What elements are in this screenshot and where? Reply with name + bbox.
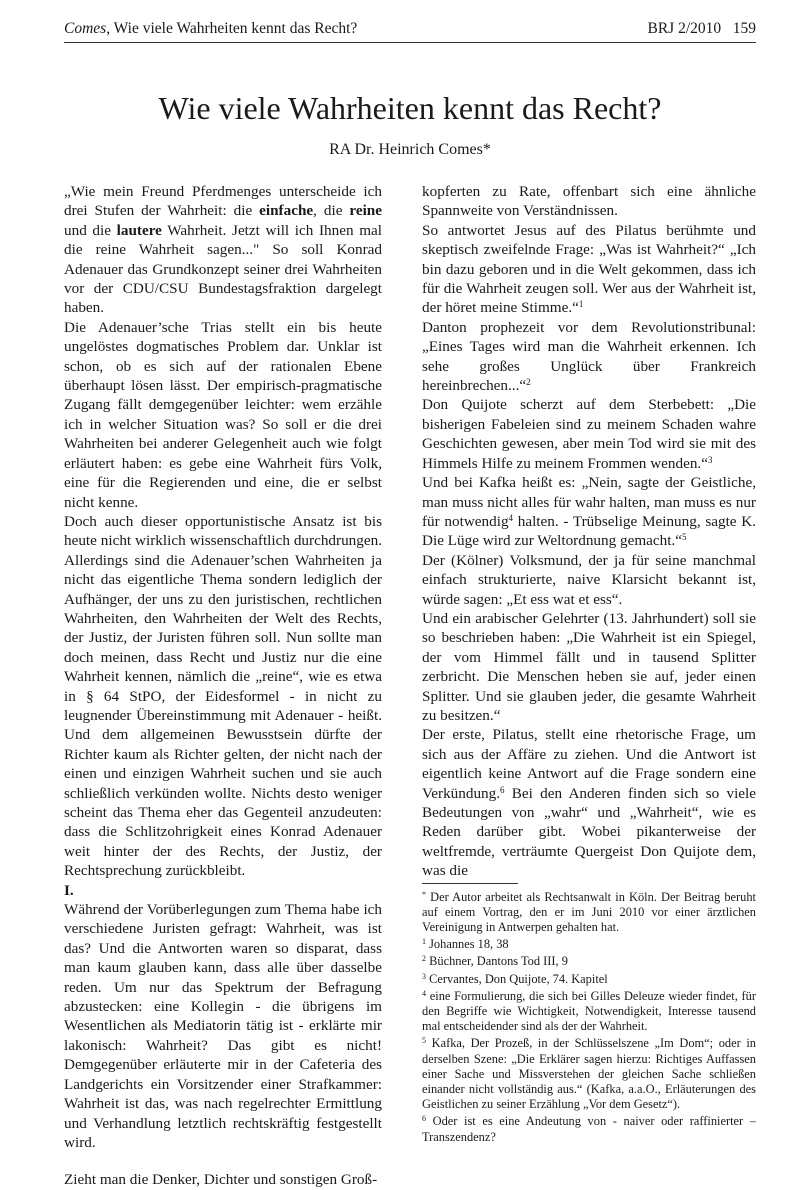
bold-term: lautere — [116, 221, 162, 239]
article-title: Wie viele Wahrheiten kennt das Recht? — [158, 90, 662, 126]
bold-term: reine — [349, 202, 382, 220]
footnote-mark: 2 — [422, 954, 426, 964]
footnote-text: Cervantes, Don Quijote, 74. Kapitel — [429, 971, 608, 986]
text-run: Wahrheit. Jetzt will ich Ihnen mal die reine Wahrheit sagen..." So soll Konrad Adenauer das Grundkonzept seiner drei Wahrheiten vor der CDU/CSU Bundestagsfraktion dargelegt haben. — [64, 221, 382, 317]
paragraph — [422, 395, 756, 473]
bold-term: einfache — [259, 202, 314, 220]
footnote-text: Büchner, Dantons Tod III, 9 — [429, 954, 568, 969]
paragraph — [422, 725, 756, 880]
footnote — [422, 989, 756, 1035]
footnote — [422, 890, 756, 936]
paragraph — [422, 221, 756, 318]
footnote-text: Kafka, Der Prozeß, in der Schlüsselszene „Im Dom“; oder in derselben Szene: „Die Erklärer sagen hierzu: Richtiges Auffassen einer Sache und Missverstehen der gleichen Sache schließen einander nicht vollständig aus.“ (Kafka, a.a.O., Erläuterungen des Geistlichen zu seiner Erzählung „Vor dem Gesetz“). — [422, 1036, 757, 1112]
footnote-ref: 6 — [500, 784, 505, 795]
footnote-mark: 6 — [422, 1114, 426, 1124]
footnote — [422, 954, 756, 969]
footnote-ref: 4 — [508, 512, 514, 523]
footnote — [422, 972, 756, 987]
text-run: Don Quijote scherzt auf dem Sterbebett: „Die bisherigen Fabeleien sind zu meinem Schaden wahre Geschichten gewesen, aber mein Tod wird sie mit des Himmels Hilfe zu meinem Frommen wenden.“ — [422, 396, 756, 472]
text-run: , die — [313, 202, 350, 220]
footnote-text: Oder ist es eine Andeutung von - naiver oder raffinierter – Transzendenz? — [422, 1114, 756, 1144]
paragraph: Der (Kölner) Volksmund, der ja für seine manchmal einfach strukturierte, naive Klarsicht bekannt ist, würde sagen: „Et ess wat et ess“. — [422, 551, 756, 608]
paragraph: kopferten zu Rate, offenbart sich eine ähnliche Spannweite von Verständnissen. — [422, 183, 756, 220]
paragraph — [422, 473, 756, 551]
text-run: So antwortet Jesus auf des Pilatus berühmte und skeptisch zweifelnde Frage: „Was ist Wahrheit?“ „Ich bin dazu geboren und in die Welt gekommen, dass ich für die Wahrheit zeugen soll. Wer aus der Wahrheit ist, der höret meine Stimme.“ — [422, 221, 756, 317]
footnotes — [422, 890, 756, 1145]
paragraph: Die Adenauer’sche Trias stellt ein bis heute ungelöstes dogmatisches Problem dar. Unklar ist schon, ob es sich auf der rationalen Ebene überhaupt lösen lässt. Der empirisch-pragmatische Zugang fällt demgegenüber leichter: wem erzähle ich in welcher Situation was? So soll er die drei Wahrheiten bei anderer Gelegenheit auch wie folgt erläutert haben: es gebe eine Wahrheit fürs Volk, eine für die Regierenden und eine, die er selbst nicht kenne. — [64, 318, 382, 511]
footnote-text: eine Formulierung, die sich bei Gilles Deleuze wieder findet, für den Begriffe wie Wichtigkeit, Notwendigkeit, Interesse tausend mal entscheidender sind als der der Wahrheit. — [422, 988, 756, 1034]
text-run: Bei den Anderen finden sich so viele Bedeutungen von „wahr“ und „Wahrheit“, wie es Reden darüber gibt. Wobei pikanterweise der weltfremde, verträumte Quergeist Don Quijote dem, was die — [422, 784, 756, 880]
footnote-mark: 4 — [422, 988, 426, 998]
footnote-ref: 5 — [681, 532, 687, 543]
text-run: und die — [64, 221, 117, 239]
footnote-text: Johannes 18, 38 — [429, 937, 509, 952]
article-author: RA Dr. Heinrich Comes* — [329, 141, 491, 158]
paragraph — [422, 318, 756, 396]
footnote-mark: 3 — [422, 971, 426, 981]
left-column — [64, 182, 382, 1190]
running-head-author: Comes — [64, 20, 107, 37]
running-head-right — [647, 18, 756, 40]
paragraph: Zieht man die Denker, Dichter und sonstigen Groß- — [64, 1171, 378, 1189]
text-run: Der erste, Pilatus, stellt eine rhetorische Frage, um sich aus der Affäre zu ziehen. Und die Antwort ist eigentlich keine Antwort auf die Frage sondern eine Verkündung. — [422, 726, 756, 802]
page-number: 159 — [732, 20, 756, 37]
footnote-text: Der Autor arbeitet als Rechtsanwalt in Köln. Der Beitrag beruht auf einem Vortrag, den er im Juni 2010 vor einer ärztlichen Vereinigung in Antwerpen gehalten hat. — [422, 889, 756, 935]
footnote-mark: 1 — [422, 937, 426, 947]
text-run: Und bei Kafka heißt es: „Nein, sagte der Geistliche, man muss nicht alles für wahr halten, man muss es nur für notwendig — [422, 474, 756, 530]
section-heading: I. — [64, 881, 74, 899]
running-head-left — [64, 18, 357, 40]
paragraph — [64, 182, 382, 318]
footnote — [422, 1036, 756, 1112]
footnote-divider — [422, 883, 518, 884]
footnote-ref: 3 — [707, 454, 713, 465]
running-head-title: , Wie viele Wahrheiten kennt das Recht? — [106, 20, 358, 37]
footnote-mark: 5 — [422, 1036, 426, 1046]
footnote-mark: * — [422, 889, 426, 899]
footnote — [422, 937, 756, 952]
text-run: Danton prophezeit vor dem Revolutionstribunal: „Eines Tages wird man die Wahrheit erkennen. Ich sehe großes Unglück über Frankreich hereinbrechen...“ — [422, 318, 756, 395]
paragraph: Doch auch dieser opportunistische Ansatz ist bis heute nicht wirklich wissenschaftlich durchdrungen. Allerdings sind die Adenauer’schen Wahrheiten ja nicht das eigentliche Thema sondern lediglich der Aufhänger, der uns zu den juristischen, rechtlichen Wahrheiten, den Wahrheiten der Welt des Rechts, der Justiz, der Juristen führen soll. Nun sollte man doch meinen, dass Recht und Justiz nur die eine Wahrheit kennen, nämlich die „reine“, wie es etwa in § 64 StPO, der Eidesformel - in nicht zu leugnender Übereinstimmung mit Adenauer - heißt. Und dem allgemeinen Bewusstsein dürfte der Richter kaum als Richter gelten, der nicht nach der einen und einzigen Wahrheit suchen und sie auch schließlich verkünden wollte. Nichts desto weniger scheint das Thema eher das Gegenteil anzudeuten: dass die Schlitzohrigkeit eines Konrad Adenauer weit hinter der des Rechts, der Justiz, der Rechtsprechung zurückbleibt. — [64, 512, 382, 880]
journal-issue: BRJ 2/2010 — [647, 20, 722, 37]
text-run: „Wie mein Freund Pferdmenges unterscheide ich drei Stufen der Wahrheit: die — [64, 183, 382, 220]
footnote-ref: 1 — [578, 299, 584, 310]
paragraph: Während der Vorüberlegungen zum Thema habe ich verschiedene Juristen gefragt: Wahrheit, was ist das? Und die Antworten waren so disparat, dass man kaum glauben kann, dass alle über dasselbe reden. Um nur das Spektrum der Befragung abzustecken: eine Kollegin - die übrigens im Wesentlichen als Mediatorin tätig ist - erklärte mir lakonisch: Wahrheit? Das gibt es nicht! Demgegenüber erläuterte mir in der Cafeteria des Landgerichts ein Vorsitzender einer Strafkammer: Wahrheit ist das, was nach regelrechter Ermittlung und Verhandlung letztlich rechtskräftig festgestellt wird. — [64, 901, 382, 1151]
running-head — [64, 18, 756, 43]
footnote-ref: 2 — [526, 377, 531, 388]
right-column — [422, 182, 756, 1147]
paragraph: Und ein arabischer Gelehrter (13. Jahrhundert) soll sie so beschrieben haben: „Die Wahrheit ist ein Spiegel, der vom Himmel fällt und in tausend Splitter zerbricht. Die Menschen heben sie auf, jeder einen Splitter. Und sie glauben jeder, die gesamte Wahrheit zu besitzen.“ — [422, 609, 756, 724]
text-run: halten. - Trübselige Meinung, sagte K. Die Lüge wird zur Weltordnung gemacht.“ — [422, 512, 757, 550]
